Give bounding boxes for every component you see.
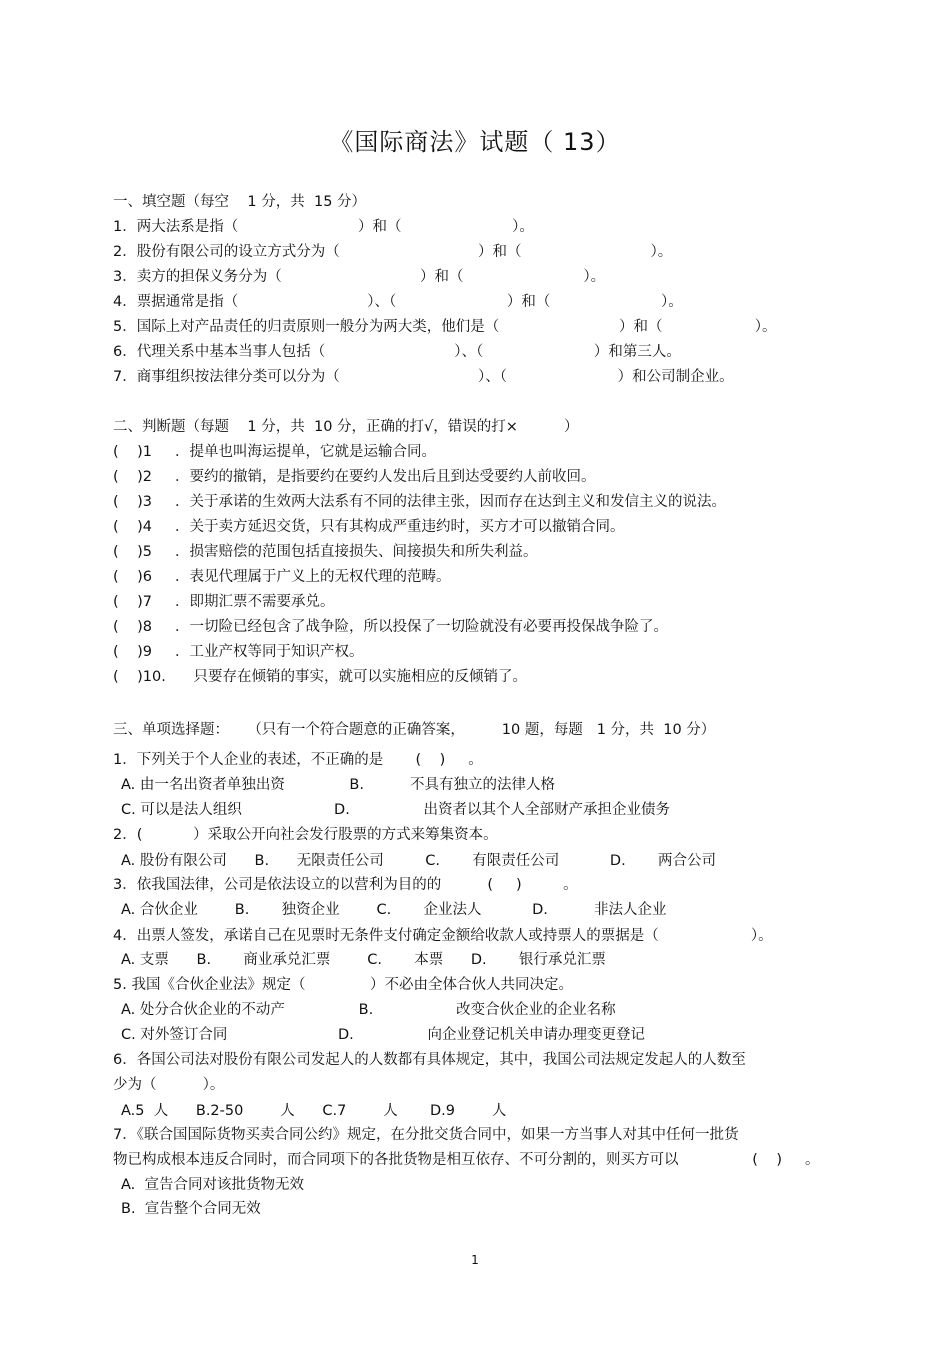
true-false-item: ( )2 ．要约的撤销，是指要约在要约人发出后且到达受要约人前收回。 — [113, 469, 596, 485]
true-false-item: ( )7 ．即期汇票不需要承兑。 — [113, 594, 335, 610]
true-false-item: ( )1 ．提单也叫海运提单，它就是运输合同。 — [113, 444, 437, 460]
fill-blank-item: 7．商事组织按法律分类可以分为（ ）、（ ）和公司制企业。 — [113, 369, 734, 385]
choice-options: C. 对外签订合同 D. 向企业登记机关申请办理变更登记 — [121, 1027, 645, 1043]
fill-blank-item: 1．两大法系是指（ ）和（ ）。 — [113, 219, 534, 235]
page-number: 1 — [471, 1253, 479, 1267]
choice-options: A. 合伙企业 B. 独资企业 C. 企业法人 D. 非法人企业 — [121, 902, 667, 918]
true-false-item: ( )4 ．关于卖方延迟交货，只有其构成严重违约时，买方才可以撤销合同。 — [113, 519, 625, 535]
choice-options: A. 处分合伙企业的不动产 B. 改变合伙企业的企业名称 — [121, 1002, 616, 1018]
fill-blank-item: 2．股份有限公司的设立方式分为（ ）和（ ）。 — [113, 244, 673, 260]
true-false-item: ( )3 ．关于承诺的生效两大法系有不同的法律主张，因而存在达到主义和发信主义的说法。 — [113, 494, 727, 510]
choice-options: A. 支票 B. 商业承兑汇票 C. 本票 D. 银行承兑汇票 — [121, 952, 606, 968]
question-text: 物已构成根本违反合同时，而合同项下的各批货物是相互依存、不可分割的，则买方可以 ( ) 。 — [113, 1152, 820, 1168]
choice-options: C. 可以是法人组织 D. 出资者以其个人全部财产承担企业债务 — [121, 802, 671, 818]
question-text: 1．下列关于个人企业的表述，不正确的是 ( ) 。 — [113, 752, 483, 768]
question-text: 4．出票人签发，承诺自己在见票时无条件支付确定金额给收款人或持票人的票据是（ ）。 — [113, 928, 773, 944]
true-false-item: ( )6 ．表见代理属于广义上的无权代理的范畴。 — [113, 569, 451, 585]
fill-blank-item: 6．代理关系中基本当事人包括（ ）、（ ）和第三人。 — [113, 344, 681, 360]
section3-header: 三、单项选择题： （只有一个符合题意的正确答案， 10 题，每题 1 分，共 10 分） — [113, 722, 716, 738]
true-false-item: ( )5 ．损害赔偿的范围包括直接损失、间接损失和所失利益。 — [113, 544, 538, 560]
true-false-item: ( )10. 只要存在倾销的事实，就可以实施相应的反倾销了。 — [113, 669, 527, 685]
page-title: 《国际商法》试题（ 13） — [329, 128, 621, 156]
choice-options: A. 宣告合同对该批货物无效 — [121, 1177, 304, 1193]
fill-blank-item: 4．票据通常是指（ ）、（ ）和（ ）。 — [113, 294, 683, 310]
question-text: 少为（ ）。 — [113, 1077, 225, 1093]
question-text: 3．依我国法律，公司是依法设立的以营利为目的的 ( ) 。 — [113, 877, 578, 893]
true-false-item: ( )8 ．一切险已经包含了战争险，所以投保了一切险就没有必要再投保战争险了。 — [113, 619, 669, 635]
fill-blank-item: 5．国际上对产品责任的归责原则一般分为两大类，他们是（ ）和（ ）。 — [113, 319, 777, 335]
section2-header: 二、判断题（每题 1 分，共 10 分，正确的打√，错误的打× ） — [113, 419, 579, 435]
question-text: 5. 我国《合伙企业法》规定（ ）不必由全体合伙人共同决定。 — [113, 977, 573, 993]
choice-options: A. 股份有限公司 B. 无限责任公司 C. 有限责任公司 D. 两合公司 — [121, 853, 716, 869]
choice-options: B. 宣告整个合同无效 — [121, 1201, 261, 1217]
true-false-item: ( )9 ．工业产权等同于知识产权。 — [113, 644, 364, 660]
fill-blank-item: 3．卖方的担保义务分为（ ）和（ ）。 — [113, 269, 606, 285]
section1-header: 一、填空题（每空 1 分，共 15 分） — [113, 194, 367, 210]
choice-options: A. 由一名出资者单独出资 B. 不具有独立的法律人格 — [121, 777, 556, 793]
question-text: 7．《联合国国际货物买卖合同公约》规定，在分批交货合同中，如果一方当事人对其中任何一批货 — [113, 1127, 739, 1143]
question-text: 2．( ）采取公开向社会发行股票的方式来筹集资本。 — [113, 827, 498, 843]
choice-options: A.5 人 B.2-50 人 C.7 人 D.9 人 — [121, 1103, 507, 1119]
question-text: 6．各国公司法对股份有限公司发起人的人数都有具体规定，其中，我国公司法规定发起人的人数至 — [113, 1052, 746, 1068]
